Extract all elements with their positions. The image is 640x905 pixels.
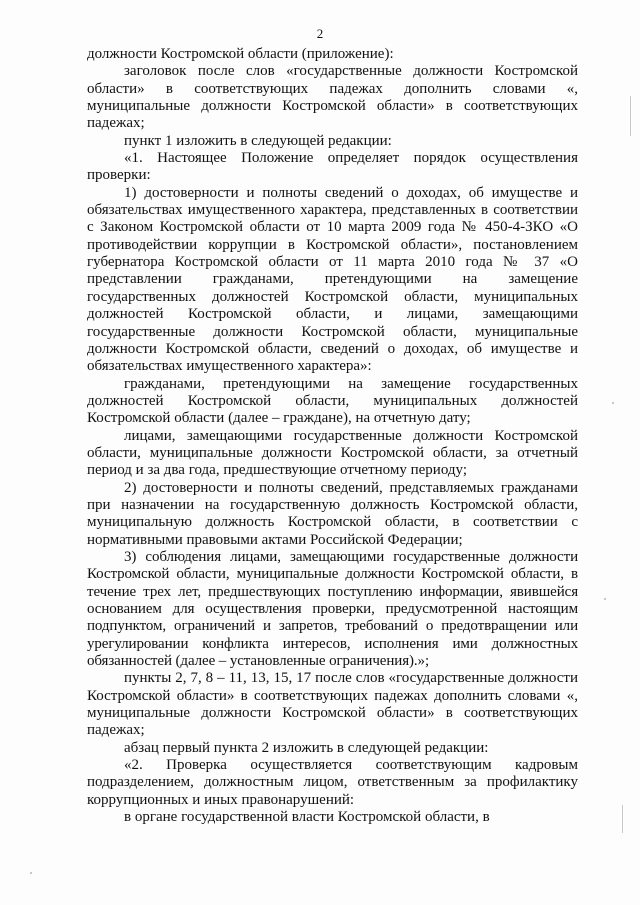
paragraph-item1-intro: пункт 1 изложить в следующей редакции: [124, 132, 392, 149]
paragraph-item2-intro: абзац первый пункта 2 изложить в следующей редакции: [124, 739, 489, 756]
paragraph-points-amendment: пункты 2, 7, 8 – 11, 13, 15, 17 после слов «государственные должности Костромской области» в соответствующих падежах дополнить словами «, муниципальные должности Костромской области» в соответствующих падежах; [87, 670, 578, 739]
paragraph-subitem2: 2) достоверности и полноты сведений, представляемых гражданами при назначении на государственную должность Костромской области, муниципальную должность Костромской области, в соответствии с нормативными правовыми актами Российской Федерации; [87, 479, 578, 548]
document-body [87, 46, 578, 826]
scan-artifact-line [630, 96, 631, 136]
paragraph-subitem1: 1) достоверности и полноты сведений о доходах, об имуществе и обязательствах имущественного характера, представленных в соответствии с Законом Костромской области от 10 марта 2009 года № 450-4-ЗКО «О противодействии коррупции в Костромской области», постановлением губернатора Костромской области от 11 марта 2010 года № 37 «О представлении гражданами, претендующими на замещение государственных должностей Костромской области, муниципальных должностей Костромской области, и лицами, замещающими государственные должности Костромской области, муниципальные должности Костромской области, сведений о доходах, об имуществе и обязательствах имущественного характера»: [87, 184, 578, 375]
paragraph-officials: лицами, замещающими государственные должности Костромской области, муниципальные должности Костромской области, за отчетный период и за два года, предшествующие отчетному периоду; [87, 427, 578, 479]
scan-artifact-line [622, 805, 623, 833]
paragraph-title-amendment: заголовок после слов «государственные должности Костромской области» в соответствующих падежах дополнить словами «, муниципальные должности Костромской области» в соответствующих падежах; [87, 63, 578, 132]
paragraph-last-line: в органе государственной власти Костромской области, в [124, 809, 490, 826]
paragraph-citizens: гражданами, претендующими на замещение государственных должностей Костромской области, муниципальных должностей Костромской области (далее – граждане), на отчетную дату; [87, 375, 578, 427]
paragraph-subitem3: 3) соблюдения лицами, замещающими государственные должности Костромской области, муниципальные должности Костромской области, в течение трех лет, предшествующих поступлению информации, явившейся основанием для осуществления проверки, предусмотренной настоящим подпунктом, ограничений и запретов, требований о предотвращении или урегулировании конфликта интересов, исполнения ими должностных обязанностей (далее – установленные ограничения).»; [87, 548, 578, 670]
scan-artifact-speck [612, 402, 614, 404]
scan-artifact-speck [30, 872, 32, 874]
paragraph-item1-text: «1. Настоящее Положение определяет порядок осуществления проверки: [87, 150, 578, 184]
paragraph-continuation: должности Костромской области (приложение): [87, 46, 394, 62]
scan-artifact-speck [604, 598, 606, 600]
page-number: 2 [316, 26, 324, 41]
paragraph-item2-text: «2. Проверка осуществляется соответствующим кадровым подразделением, должностным лицом, ответственным за профилактику коррупционных и иных правонарушений: [87, 757, 578, 808]
